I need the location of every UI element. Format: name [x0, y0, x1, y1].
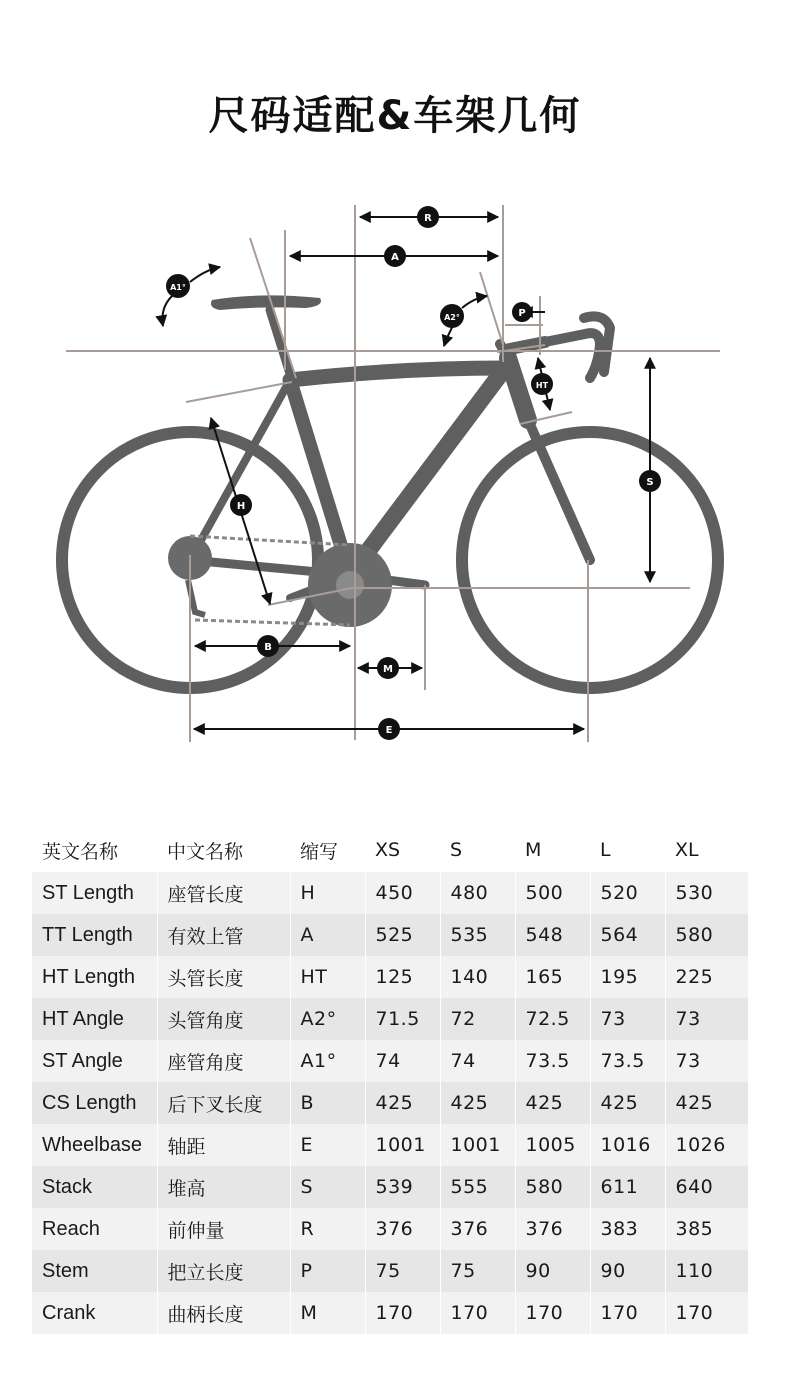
cell-chinese-name: 曲柄长度: [157, 1292, 290, 1334]
cell-xl: 110: [665, 1250, 748, 1292]
cell-s: 75: [440, 1250, 515, 1292]
cell-english-name: Crank: [32, 1292, 157, 1334]
cell-s: 555: [440, 1166, 515, 1208]
table-row: [32, 1082, 748, 1124]
cell-english-name: Wheelbase: [32, 1124, 157, 1166]
page-title: 尺码适配&车架几何: [208, 93, 582, 139]
cell-xl: 640: [665, 1166, 748, 1208]
cell-xs: 376: [365, 1208, 440, 1250]
header-chinese-name: 中文名称: [167, 840, 244, 863]
cell-s: 376: [440, 1208, 515, 1250]
cell-chinese-name: 头管角度: [157, 998, 290, 1040]
cell-m: 1005: [515, 1124, 590, 1166]
table-row: [32, 956, 748, 998]
header-english-name: 英文名称: [42, 840, 119, 863]
cell-xs: 74: [365, 1040, 440, 1082]
badge-P: [512, 302, 532, 322]
label-HT: HT: [535, 381, 549, 390]
table-row: [32, 998, 748, 1040]
cell-english-name: Stem: [32, 1250, 157, 1292]
cell-l: 564: [590, 914, 665, 956]
cell-chinese-name: 有效上管: [157, 914, 290, 956]
saddle: [211, 295, 321, 310]
header-size-xs: XS: [375, 839, 401, 861]
cell-xs: 539: [365, 1166, 440, 1208]
cell-abbreviation: H: [290, 872, 365, 914]
cell-xl: 170: [665, 1292, 748, 1334]
cell-xs: 125: [365, 956, 440, 998]
table-row: [32, 1166, 748, 1208]
header-size-m: M: [525, 839, 542, 861]
badge-S: [639, 470, 661, 492]
label-E: E: [385, 725, 393, 736]
header-abbreviation: 缩写: [300, 840, 339, 863]
badge-R: [417, 206, 439, 228]
cell-xs: 75: [365, 1250, 440, 1292]
cell-s: 74: [440, 1040, 515, 1082]
cell-s: 170: [440, 1292, 515, 1334]
header-size-xl: XL: [675, 839, 699, 861]
cell-s: 1001: [440, 1124, 515, 1166]
cell-m: 580: [515, 1166, 590, 1208]
cell-xl: 530: [665, 872, 748, 914]
chain-lower: [195, 620, 350, 625]
cell-m: 500: [515, 872, 590, 914]
cell-abbreviation: P: [290, 1250, 365, 1292]
cell-xs: 170: [365, 1292, 440, 1334]
cell-chinese-name: 堆高: [157, 1166, 290, 1208]
cell-xl: 385: [665, 1208, 748, 1250]
cell-m: 73.5: [515, 1040, 590, 1082]
cell-l: 73.5: [590, 1040, 665, 1082]
cell-m: 90: [515, 1250, 590, 1292]
cell-l: 611: [590, 1166, 665, 1208]
table-row: [32, 1124, 748, 1166]
cell-abbreviation: M: [290, 1292, 365, 1334]
cell-chinese-name: 前伸量: [157, 1208, 290, 1250]
table-row: [32, 1250, 748, 1292]
chain: [190, 536, 350, 545]
cell-l: 90: [590, 1250, 665, 1292]
badge-B: [257, 635, 279, 657]
header-size-l: L: [600, 839, 611, 861]
cell-xl: 425: [665, 1082, 748, 1124]
badge-A: [384, 245, 406, 267]
cell-m: 72.5: [515, 998, 590, 1040]
cell-xl: 73: [665, 998, 748, 1040]
cell-abbreviation: B: [290, 1082, 365, 1124]
table-header-row: [32, 828, 748, 872]
cell-xs: 525: [365, 914, 440, 956]
cell-l: 1016: [590, 1124, 665, 1166]
frame-geometry-diagram: [0, 180, 790, 760]
label-A: A: [391, 252, 399, 263]
cell-chinese-name: 头管长度: [157, 956, 290, 998]
cell-xl: 1026: [665, 1124, 748, 1166]
cell-abbreviation: S: [290, 1166, 365, 1208]
badge-H: [230, 494, 252, 516]
cell-abbreviation: A1°: [290, 1040, 365, 1082]
table-row: [32, 1208, 748, 1250]
badge-HT: [531, 373, 553, 395]
cell-l: 170: [590, 1292, 665, 1334]
chainring-inner: [336, 571, 364, 599]
cell-l: 425: [590, 1082, 665, 1124]
badge-M: [377, 657, 399, 679]
geometry-table: [32, 828, 748, 1334]
cell-english-name: HT Length: [32, 956, 157, 998]
cell-m: 425: [515, 1082, 590, 1124]
label-B: B: [264, 642, 272, 653]
cell-l: 520: [590, 872, 665, 914]
cell-chinese-name: 后下叉长度: [157, 1082, 290, 1124]
cell-abbreviation: HT: [290, 956, 365, 998]
cell-english-name: ST Angle: [32, 1040, 157, 1082]
table-row: [32, 914, 748, 956]
table-row: [32, 1292, 748, 1334]
cell-s: 425: [440, 1082, 515, 1124]
cell-l: 73: [590, 998, 665, 1040]
cell-s: 535: [440, 914, 515, 956]
cell-chinese-name: 轴距: [157, 1124, 290, 1166]
badge-A1: [166, 274, 190, 298]
cell-xl: 580: [665, 914, 748, 956]
table-row: [32, 872, 748, 914]
cell-english-name: HT Angle: [32, 998, 157, 1040]
label-S: S: [646, 477, 654, 488]
cell-l: 383: [590, 1208, 665, 1250]
header-size-s: S: [450, 839, 463, 861]
badge-A2: [440, 304, 464, 328]
cell-s: 480: [440, 872, 515, 914]
cell-xl: 225: [665, 956, 748, 998]
label-R: R: [424, 213, 432, 224]
bike-frame: [190, 310, 610, 598]
cell-s: 140: [440, 956, 515, 998]
cell-m: 376: [515, 1208, 590, 1250]
cell-xs: 425: [365, 1082, 440, 1124]
cell-m: 170: [515, 1292, 590, 1334]
cell-english-name: Reach: [32, 1208, 157, 1250]
cell-abbreviation: R: [290, 1208, 365, 1250]
cell-s: 72: [440, 998, 515, 1040]
cell-abbreviation: A: [290, 914, 365, 956]
cell-english-name: CS Length: [32, 1082, 157, 1124]
cell-xs: 1001: [365, 1124, 440, 1166]
badge-E: [378, 718, 400, 740]
cell-english-name: TT Length: [32, 914, 157, 956]
cell-m: 165: [515, 956, 590, 998]
label-H: H: [236, 501, 246, 512]
label-M: M: [383, 664, 393, 675]
label-A2: A2°: [444, 313, 460, 322]
cell-l: 195: [590, 956, 665, 998]
cell-abbreviation: E: [290, 1124, 365, 1166]
cell-chinese-name: 座管长度: [157, 872, 290, 914]
cell-english-name: ST Length: [32, 872, 157, 914]
cell-m: 548: [515, 914, 590, 956]
cell-xs: 71.5: [365, 998, 440, 1040]
cell-xl: 73: [665, 1040, 748, 1082]
cell-xs: 450: [365, 872, 440, 914]
table-row: [32, 1040, 748, 1082]
label-P: P: [518, 308, 526, 319]
cell-abbreviation: A2°: [290, 998, 365, 1040]
cell-chinese-name: 把立长度: [157, 1250, 290, 1292]
cell-english-name: Stack: [32, 1166, 157, 1208]
label-A1: A1°: [170, 283, 186, 292]
cell-chinese-name: 座管角度: [157, 1040, 290, 1082]
